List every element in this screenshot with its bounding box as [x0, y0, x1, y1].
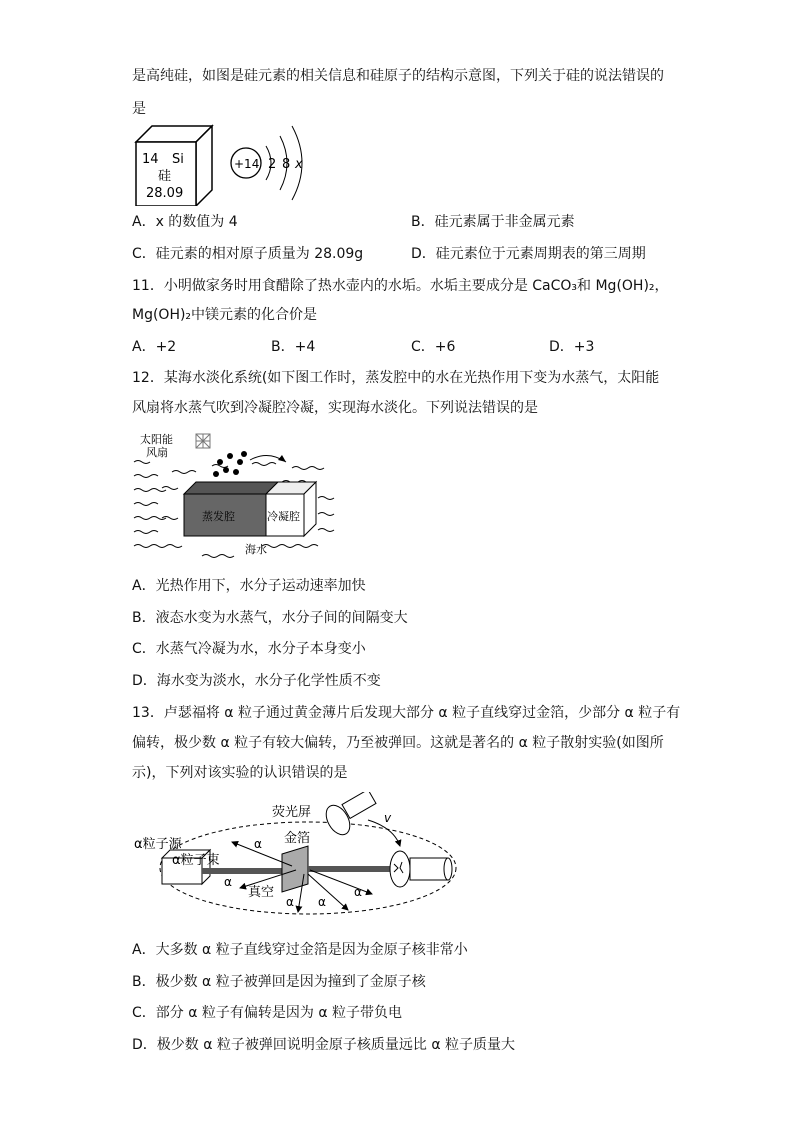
q11-stem-line2: Mg(OH)₂中镁元素的化合价是 — [132, 307, 318, 323]
alpha-label-3: α — [286, 895, 294, 909]
q13-alpha-scattering-figure — [132, 792, 462, 920]
q11-option-b: B．+4 — [271, 339, 316, 355]
q12-option-c: C．水蒸气冷凝为水，水分子本身变小 — [132, 641, 366, 657]
q13-option-d: D．极少数 α 粒子被弹回说明金原子核质量远比 α 粒子质量大 — [132, 1037, 516, 1053]
q10-option-c: C．硅元素的相对原子质量为 28.09g — [132, 246, 364, 262]
element-name: 硅 — [158, 169, 172, 184]
condensation-chamber-label: 冷凝腔 — [267, 510, 300, 523]
q12-option-b: B．液态水变为水蒸气，水分子间的间隔变大 — [132, 610, 408, 626]
velocity-label: v — [384, 811, 392, 825]
shell-1-count: 2 — [268, 157, 277, 172]
alpha-beam — [202, 868, 294, 874]
atom-structure-diagram — [231, 126, 303, 200]
q10-option-b: B．硅元素属于非金属元素 — [411, 214, 575, 230]
q13-option-a: A．大多数 α 粒子直线穿过金箔是因为金原子核非常小 — [132, 942, 468, 958]
foil-label: 金箔 — [284, 831, 311, 846]
alpha-label-5: α — [354, 885, 362, 899]
q11-stem-line1: 11．小明做家务时用食醋除了热水壶内的水垢。水垢主要成分是 CaCO₃和 Mg(OH)₂， — [132, 278, 669, 294]
vacuum-label: 真空 — [248, 885, 275, 900]
q10-stem-line1: 是高纯硅，如图是硅元素的相关信息和硅原子的结构示意图，下列关于硅的说法错误的 — [132, 68, 664, 84]
microscope-detector — [390, 851, 452, 887]
fan-label-1: 太阳能 — [140, 433, 173, 446]
shell-2-count: 8 — [282, 157, 291, 172]
q10-option-d: D．硅元素位于元素周期表的第三周期 — [411, 246, 646, 262]
water-vapor-molecules — [213, 451, 247, 477]
source-label: α粒子源 — [134, 837, 182, 852]
gold-foil — [282, 846, 308, 892]
q13-option-c: C．部分 α 粒子有偏转是因为 α 粒子带负电 — [132, 1005, 403, 1021]
alpha-label-1: α — [254, 837, 262, 851]
beam-label: α粒子束 — [172, 853, 220, 868]
q12-option-d: D．海水变为淡水，水分子化学性质不变 — [132, 673, 381, 689]
screen-label: 荧光屏 — [272, 805, 312, 820]
q13-option-b: B．极少数 α 粒子被弹回是因为撞到了金原子核 — [132, 974, 426, 990]
shell-3-count: x — [295, 157, 303, 172]
alpha-label-2: α — [224, 875, 232, 889]
q11-option-a: A．+2 — [132, 339, 177, 355]
q13-stem-line1: 13．卢瑟福将 α 粒子通过黄金薄片后发现大部分 α 粒子直线穿过金箔，少部分 α 粒子有 — [132, 705, 681, 721]
chamber-box — [184, 482, 316, 536]
q12-option-a: A．光热作用下，水分子运动速率加快 — [132, 578, 366, 594]
q13-stem-line3: 示)，下列对该实验的认识错误的是 — [132, 765, 348, 781]
q12-stem-line2: 风扇将水蒸气吹到冷凝腔冷凝，实现海水淡化。下列说法错误的是 — [132, 400, 538, 416]
element-box — [136, 126, 212, 206]
q10-option-a: A．x 的数值为 4 — [132, 214, 238, 230]
q12-desalination-figure — [132, 428, 337, 563]
nucleus-charge: +14 — [234, 157, 260, 171]
element-symbol: Si — [172, 152, 184, 167]
element-number: 14 — [142, 152, 159, 167]
q10-figure — [132, 122, 332, 206]
seawater-label: 海水 — [245, 543, 267, 556]
q11-option-c: C．+6 — [411, 339, 456, 355]
q12-stem-line1: 12．某海水淡化系统(如下图工作时，蒸发腔中的水在光热作用下变为水蒸气，太阳能 — [132, 370, 660, 386]
q11-option-d: D．+3 — [549, 339, 595, 355]
q13-stem-line2: 偏转，极少数 α 粒子有较大偏转，乃至被弹回。这就是著名的 α 粒子散射实验(如图所 — [132, 735, 664, 751]
solar-fan-icon — [196, 434, 210, 448]
element-mass: 28.09 — [146, 186, 184, 201]
alpha-label-4: α — [318, 895, 326, 909]
evaporation-chamber-label: 蒸发腔 — [202, 510, 235, 523]
q10-stem-line2: 是 — [132, 101, 146, 117]
fluorescent-screen — [321, 792, 376, 839]
fan-label-2: 风扇 — [146, 446, 168, 459]
